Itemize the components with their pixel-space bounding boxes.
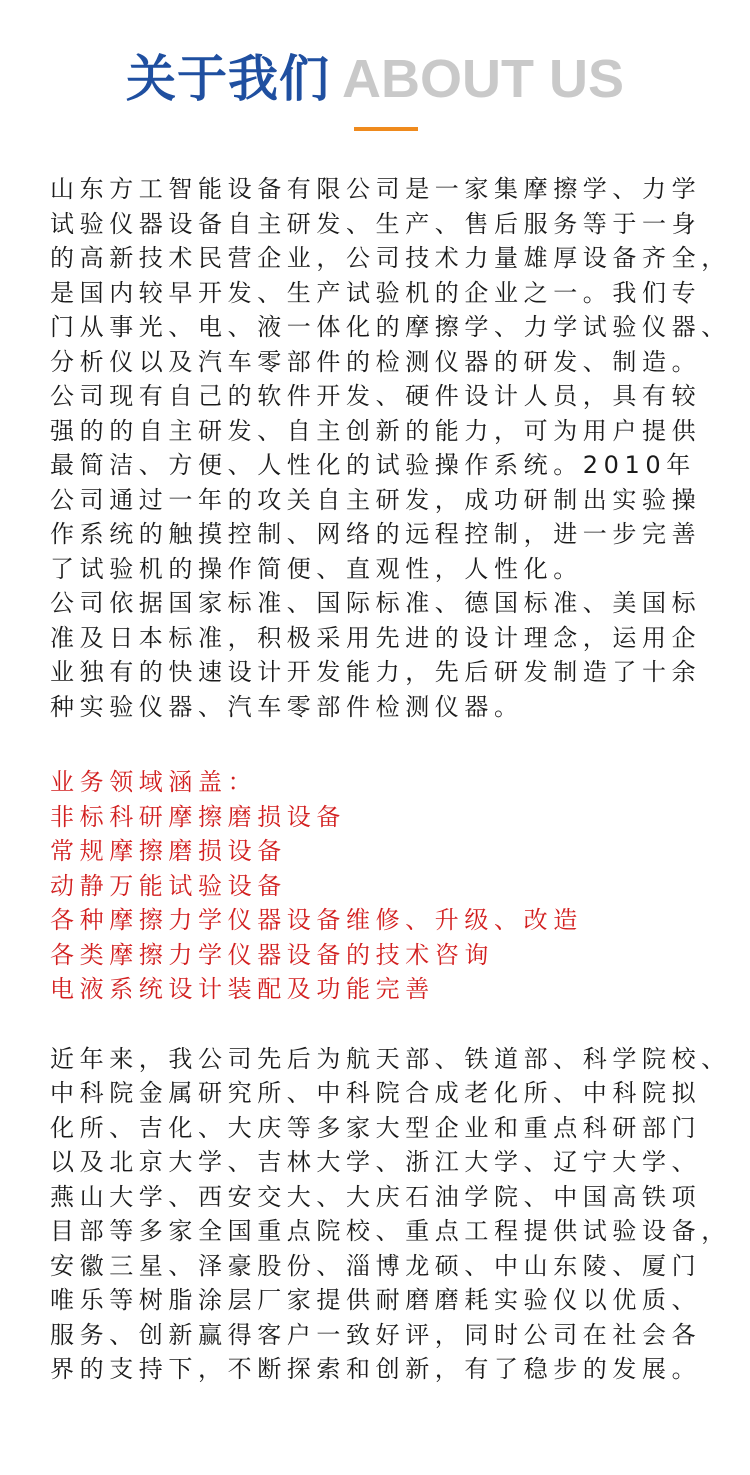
clients-line: 以及北京大学、吉林大学、浙江大学、辽宁大学、 bbox=[50, 1148, 702, 1176]
intro-line: 试验仪器设备自主研发、生产、售后服务等于一身 bbox=[50, 209, 702, 238]
business-scope-item: 常规摩擦磨损设备 bbox=[50, 837, 287, 865]
business-scope-item: 动静万能试验设备 bbox=[50, 871, 287, 900]
business-scope-heading: 业务领域涵盖： bbox=[50, 768, 258, 796]
page-title-english: ABOUT US bbox=[342, 49, 624, 109]
intro-line: 了试验机的操作简便、直观性，人性化。 bbox=[50, 554, 583, 583]
clients-line: 近年来，我公司先后为航天部、铁道部、科学院校、 bbox=[50, 1044, 731, 1073]
clients-line: 目部等多家全国重点院校、重点工程提供试验设备， bbox=[50, 1217, 731, 1245]
intro-line: 公司现有自己的软件开发、硬件设计人员，具有较 bbox=[50, 382, 702, 410]
clients-line: 唯乐等树脂涂层厂家提供耐磨磨耗实验仪以优质、 bbox=[50, 1286, 702, 1314]
page-title-chinese: 关于我们 bbox=[126, 50, 330, 108]
intro-line: 门从事光、电、液一体化的摩擦学、力学试验仪器、 bbox=[50, 313, 731, 341]
clients-line: 安徽三星、泽豪股份、淄博龙硕、中山东陵、厦门 bbox=[50, 1251, 702, 1280]
business-scope-item: 各类摩擦力学仪器设备的技术咨询 bbox=[50, 940, 494, 969]
clients-line: 中科院金属研究所、中科院合成老化所、中科院拟 bbox=[50, 1079, 702, 1107]
intro-paragraph bbox=[50, 172, 740, 724]
intro-line: 公司通过一年的攻关自主研发，成功研制出实验操 bbox=[50, 485, 702, 514]
clients-line: 燕山大学、西安交大、大庆石油学院、中国高铁项 bbox=[50, 1182, 702, 1211]
intro-line: 公司依据国家标准、国际标准、德国标准、美国标 bbox=[50, 589, 702, 617]
intro-line: 业独有的快速设计开发能力，先后研发制造了十余 bbox=[50, 658, 702, 686]
business-scope-item: 电液系统设计装配及功能完善 bbox=[50, 975, 435, 1003]
business-scope-item: 各种摩擦力学仪器设备维修、升级、改造 bbox=[50, 906, 583, 934]
intro-line: 山东方工智能设备有限公司是一家集摩擦学、力学 bbox=[50, 175, 702, 203]
intro-line: 的高新技术民营企业，公司技术力量雄厚设备齐全， bbox=[50, 244, 731, 272]
intro-line: 作系统的触摸控制、网络的远程控制，进一步完善 bbox=[50, 520, 702, 548]
clients-line: 化所、吉化、大庆等多家大型企业和重点科研部门 bbox=[50, 1113, 702, 1142]
business-scope-item: 非标科研摩擦磨损设备 bbox=[50, 802, 346, 831]
business-scope-list bbox=[50, 765, 740, 1007]
intro-line: 准及日本标准，积极采用先进的设计理念，运用企 bbox=[50, 623, 702, 652]
intro-line: 种实验仪器、汽车零部件检测仪器。 bbox=[50, 692, 524, 721]
section-gap bbox=[50, 724, 740, 765]
intro-line: 是国内较早开发、生产试验机的企业之一。我们专 bbox=[50, 278, 702, 307]
intro-line: 强的的自主研发、自主创新的能力，可为用户提供 bbox=[50, 416, 702, 445]
about-content bbox=[50, 172, 740, 1387]
clients-line: 界的支持下，不断探索和创新，有了稳步的发展。 bbox=[50, 1355, 702, 1383]
page-header bbox=[0, 48, 750, 118]
intro-line: 分析仪以及汽车零部件的检测仪器的研发、制造。 bbox=[50, 347, 702, 376]
clients-line: 服务、创新赢得客户一致好评，同时公司在社会各 bbox=[50, 1320, 702, 1349]
section-gap bbox=[50, 1007, 740, 1042]
title-divider bbox=[354, 127, 418, 131]
intro-line: 最简洁、方便、人性化的试验操作系统。2010年 bbox=[50, 451, 696, 479]
clients-paragraph bbox=[50, 1042, 740, 1387]
